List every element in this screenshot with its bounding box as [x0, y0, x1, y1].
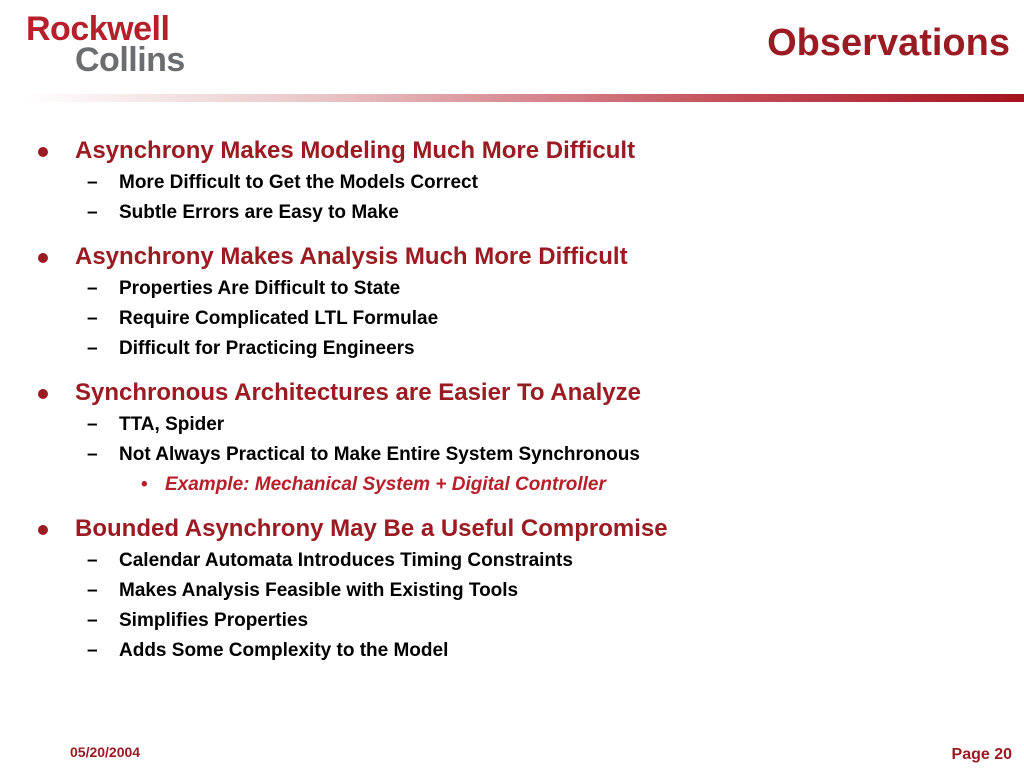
sub-bullet	[36, 410, 996, 440]
sub-bullet	[36, 636, 996, 666]
dash-icon: –	[87, 580, 98, 601]
bullet-heading	[36, 512, 996, 546]
sub-bullet	[36, 606, 996, 636]
title-divider	[22, 94, 1024, 102]
dash-icon: –	[87, 444, 98, 465]
bullet-heading-text: Asynchrony Makes Modeling Much More Difficult	[75, 137, 636, 164]
bullet-dot-icon	[38, 389, 48, 399]
dash-icon: –	[87, 172, 98, 193]
slide-title: Observations	[767, 22, 1010, 64]
bullet-dot-icon	[38, 253, 48, 263]
sub-bullet	[36, 576, 996, 606]
sub-bullet-text: Makes Analysis Feasible with Existing Tools	[119, 580, 519, 601]
bullet-section	[36, 512, 996, 666]
sub-bullet-text: Subtle Errors are Easy to Make	[119, 202, 399, 223]
footer-date: 05/20/2004	[70, 744, 141, 760]
bullet-heading-text: Synchronous Architectures are Easier To Analyze	[75, 379, 641, 406]
sub-bullet-text: Require Complicated LTL Formulae	[119, 308, 439, 329]
bullet-section	[36, 134, 996, 228]
dash-icon: –	[87, 414, 98, 435]
bullet-heading-text: Asynchrony Makes Analysis Much More Difficult	[75, 243, 628, 270]
company-logo	[26, 12, 185, 77]
sub-bullet	[36, 198, 996, 228]
dash-icon: –	[87, 550, 98, 571]
dash-icon: –	[87, 610, 98, 631]
bullet-heading	[36, 240, 996, 274]
small-bullet-icon: •	[141, 474, 148, 495]
sub-bullet	[36, 274, 996, 304]
bullet-heading	[36, 134, 996, 168]
sub-bullet-text: Adds Some Complexity to the Model	[119, 640, 449, 661]
bullet-section	[36, 240, 996, 364]
dash-icon: –	[87, 640, 98, 661]
bullet-section	[36, 376, 996, 500]
dash-icon: –	[87, 278, 98, 299]
sub-bullet	[36, 546, 996, 576]
sub-sub-bullet	[36, 470, 996, 500]
dash-icon: –	[87, 308, 98, 329]
sub-bullet	[36, 334, 996, 364]
sub-bullet-text: Properties Are Difficult to State	[119, 278, 401, 299]
logo-line-2: Collins	[75, 41, 185, 79]
sub-bullet-text: Calendar Automata Introduces Timing Constraints	[119, 550, 573, 571]
dash-icon: –	[87, 202, 98, 223]
bullet-dot-icon	[38, 147, 48, 157]
sub-bullet	[36, 168, 996, 198]
logo-line-1: Rockwell	[26, 10, 170, 48]
sub-bullet	[36, 304, 996, 334]
bullet-heading	[36, 376, 996, 410]
dash-icon: –	[87, 338, 98, 359]
sub-bullet-text: TTA, Spider	[119, 414, 225, 435]
sub-bullet-text: Simplifies Properties	[119, 610, 309, 631]
sub-bullet-text: Difficult for Practicing Engineers	[119, 338, 415, 359]
sub-bullet	[36, 440, 996, 470]
sub-sub-bullet-text: Example: Mechanical System + Digital Controller	[165, 474, 606, 495]
bullet-dot-icon	[38, 525, 48, 535]
sub-bullet-text: Not Always Practical to Make Entire System Synchronous	[119, 444, 640, 465]
sub-bullet-text: More Difficult to Get the Models Correct	[119, 172, 478, 193]
slide-body	[36, 134, 996, 678]
page-number: Page 20	[951, 746, 1012, 763]
bullet-heading-text: Bounded Asynchrony May Be a Useful Compromise	[75, 515, 668, 542]
